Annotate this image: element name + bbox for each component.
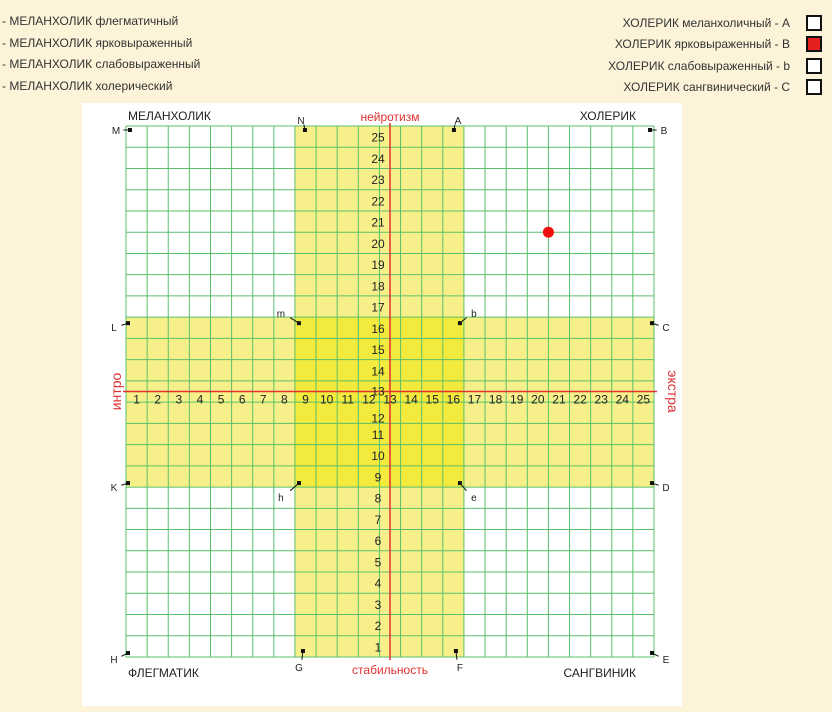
quadrant-label-melancholic: МЕЛАНХОЛИК	[128, 109, 211, 123]
legend-item-choleric-sanguine	[608, 77, 822, 99]
y-tick-label: 21	[371, 215, 385, 230]
x-tick-label: 5	[217, 392, 225, 407]
y-tick-label: 9	[374, 470, 382, 485]
x-tick-label: 7	[259, 392, 267, 407]
y-tick-label: 25	[371, 130, 385, 145]
x-tick-label: 18	[488, 392, 503, 407]
x-tick-label: 16	[446, 392, 461, 407]
y-tick-label: 8	[374, 491, 382, 506]
y-tick-label: 6	[374, 534, 382, 549]
x-tick-label: 23	[594, 392, 608, 407]
x-tick-label: 1	[133, 392, 140, 407]
x-tick-label: 10	[319, 392, 334, 407]
quadrant-label-phlegmatic: ФЛЕГМАТИК	[128, 666, 199, 680]
y-tick-label: 7	[374, 512, 382, 527]
x-tick-label: 22	[573, 392, 587, 407]
y-tick-label: 2	[374, 619, 382, 634]
reference-letter: F	[456, 663, 463, 674]
axis-label-bottom: стабильность	[352, 663, 428, 677]
reference-letter: m	[276, 309, 286, 321]
reference-letter: K	[110, 483, 118, 495]
legend-item-melancholic-pronounced: - МЕЛАНХОЛИК ярковыраженный	[2, 35, 193, 50]
axis-label-right: экстра	[665, 370, 681, 413]
legend-label-B: ХОЛЕРИК ярковыраженный - B	[614, 37, 790, 52]
y-tick-label: 13	[371, 384, 385, 399]
y-tick-label: 17	[371, 300, 385, 315]
checkbox-C[interactable]	[806, 79, 822, 95]
x-tick-label: 20	[531, 392, 545, 407]
legend-item-choleric-weak	[608, 55, 822, 77]
x-tick-label: 11	[341, 392, 354, 407]
y-tick-label: 11	[371, 427, 385, 442]
x-tick-label: 25	[636, 392, 651, 407]
axis-label-left: интро	[108, 372, 124, 411]
reference-letter: H	[110, 655, 118, 666]
legend-label-A: ХОЛЕРИК меланхоличный - A	[622, 15, 790, 30]
x-tick-label: 9	[302, 392, 309, 407]
reference-letter: D	[662, 483, 670, 495]
y-tick-label: 14	[371, 364, 385, 379]
legend-item-melancholic-choleric: - МЕЛАНХОЛИК холерический	[2, 78, 173, 93]
checkbox-A[interactable]	[806, 15, 822, 31]
reference-letter: C	[662, 323, 670, 335]
legend-left	[2, 12, 200, 98]
y-tick-label: 5	[374, 555, 382, 570]
checkbox-b[interactable]	[806, 58, 822, 74]
legend-label-b: ХОЛЕРИК слабовыраженный - b	[608, 58, 790, 73]
y-tick-label: 19	[371, 258, 385, 273]
reference-letter: M	[111, 126, 121, 137]
legend-item-choleric-melancholic	[608, 12, 822, 34]
axis-label-top: нейротизм	[360, 110, 420, 124]
legend-right	[608, 12, 822, 98]
x-tick-label: 24	[615, 392, 629, 407]
legend-label-C: ХОЛЕРИК сангвинический - C	[623, 80, 790, 95]
x-tick-label: 21	[552, 392, 566, 407]
temperament-chart[interactable]	[82, 103, 682, 706]
reference-letter: h	[278, 493, 284, 505]
x-tick-label: 4	[196, 392, 204, 407]
reference-letter: A	[454, 116, 462, 127]
chart-panel	[82, 103, 682, 706]
x-tick-label: 12	[362, 392, 376, 407]
y-tick-label: 23	[371, 173, 385, 188]
x-tick-label: 2	[154, 392, 162, 407]
x-tick-label: 19	[510, 392, 524, 407]
y-tick-label: 15	[371, 343, 385, 358]
x-tick-label: 13	[383, 392, 397, 407]
quadrant-label-sanguine: САНГВИНИК	[563, 666, 636, 680]
y-tick-label: 12	[371, 411, 385, 426]
reference-letter: L	[111, 323, 117, 335]
y-tick-label: 20	[371, 236, 385, 251]
y-tick-label: 1	[374, 640, 382, 655]
y-tick-label: 18	[371, 279, 385, 294]
reference-letter: G	[295, 663, 303, 674]
y-tick-label: 4	[374, 576, 382, 591]
reference-letter: b	[471, 309, 477, 321]
x-tick-label: 17	[467, 392, 482, 407]
reference-letter: E	[662, 655, 670, 666]
y-tick-label: 16	[371, 321, 385, 336]
legend-item-melancholic-weak: - МЕЛАНХОЛИК слабовыраженный	[2, 57, 201, 71]
data-point	[543, 227, 554, 238]
reference-letter: N	[297, 116, 305, 127]
x-tick-label: 15	[425, 392, 439, 407]
x-tick-label: 6	[238, 392, 246, 407]
y-tick-label: 22	[371, 194, 385, 209]
y-tick-label: 10	[371, 449, 385, 464]
reference-letter: e	[471, 493, 477, 505]
x-tick-label: 14	[404, 392, 418, 407]
legend-item-choleric-pronounced	[608, 34, 822, 56]
legend-item-melancholic-phlegmatic: - МЕЛАНХОЛИК флегматичный	[2, 14, 179, 28]
y-tick-label: 24	[371, 151, 385, 166]
checkbox-B[interactable]	[806, 36, 822, 52]
x-tick-label: 8	[281, 392, 288, 407]
reference-letter: B	[660, 126, 668, 137]
x-tick-label: 3	[175, 392, 183, 407]
quadrant-label-choleric: ХОЛЕРИК	[579, 109, 636, 123]
y-tick-label: 3	[374, 597, 382, 612]
